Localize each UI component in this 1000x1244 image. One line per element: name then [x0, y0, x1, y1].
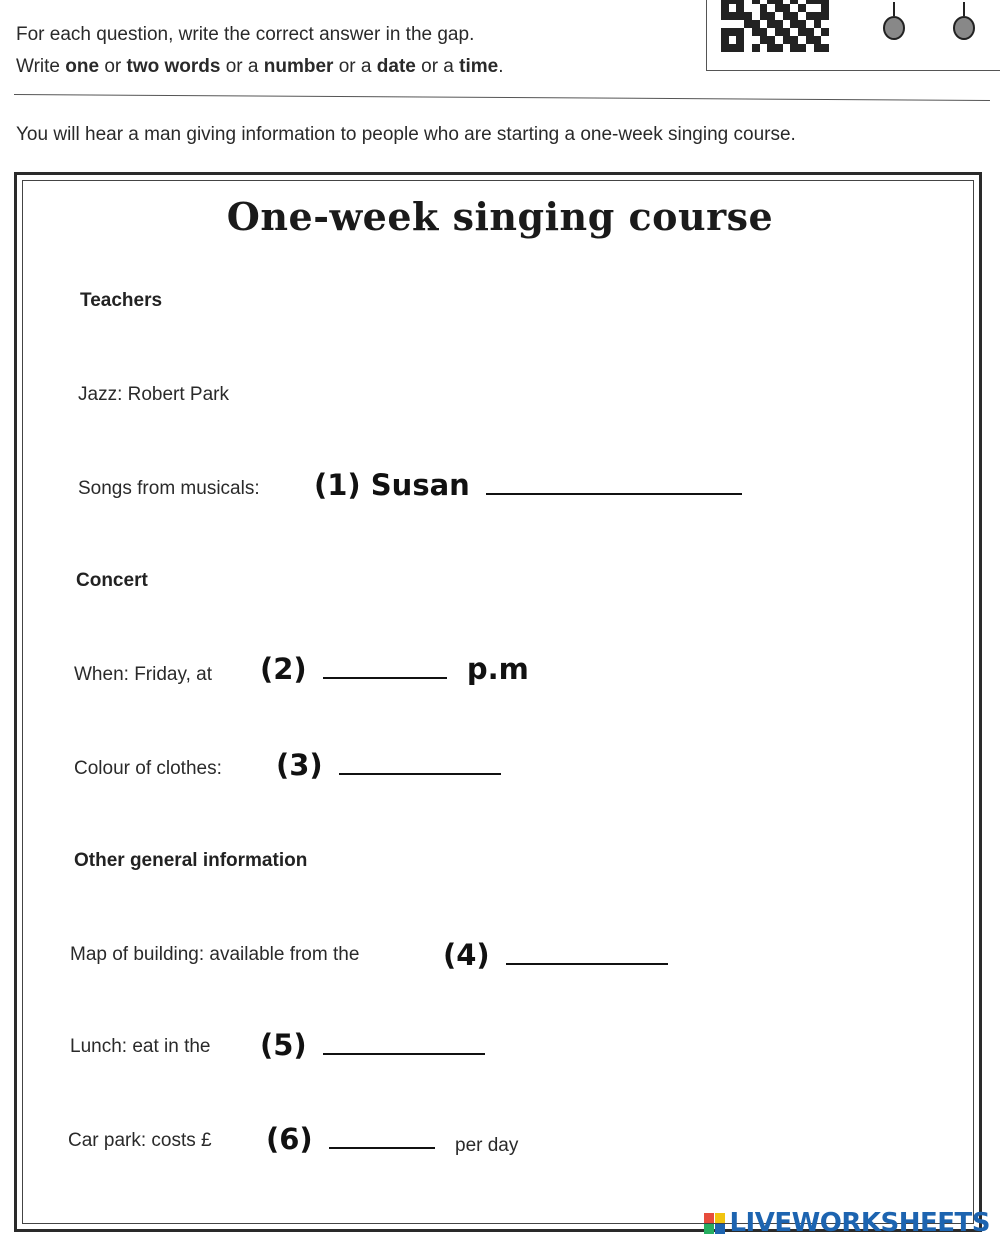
- instruction-line-2: [16, 56, 504, 78]
- heading-concert: Concert: [76, 570, 148, 591]
- question-6: [266, 1122, 435, 1156]
- instruction-text: or: [99, 56, 127, 77]
- question-3: [276, 748, 501, 782]
- answer-gap-5[interactable]: [323, 1052, 485, 1055]
- qr-code-icon: [721, 0, 829, 52]
- heading-teachers: Teachers: [80, 290, 163, 311]
- question-number: (1): [314, 468, 361, 502]
- instruction-emphasis: time: [459, 56, 499, 77]
- instruction-emphasis: one: [65, 56, 100, 77]
- instruction-text: or a: [415, 56, 460, 77]
- answer-prefix: Susan: [370, 468, 470, 502]
- instruction-emphasis: two words: [126, 56, 221, 77]
- instruction-emphasis: date: [376, 56, 416, 77]
- jazz-teacher: Jazz: Robert Park: [78, 384, 229, 405]
- liveworksheets-logo: [704, 1208, 990, 1238]
- answer-gap-3[interactable]: [339, 772, 501, 775]
- instruction-emphasis: number: [263, 56, 334, 77]
- answer-gap-6[interactable]: [329, 1146, 435, 1149]
- carpark-label: Car park: costs £: [68, 1130, 212, 1151]
- lunch-label: Lunch: eat in the: [70, 1036, 211, 1057]
- question-number: (2): [260, 652, 307, 686]
- page-title: One-week singing course: [226, 194, 774, 239]
- question-number: (5): [260, 1028, 307, 1062]
- question-5: [260, 1028, 485, 1062]
- logo-text: LIVEWORKSHEETS: [729, 1208, 990, 1238]
- logo-badge-icon: [704, 1213, 725, 1234]
- question-number: (6): [266, 1122, 313, 1156]
- intro-text: You will hear a man giving information to people who are starting a one-week singing course.: [16, 124, 796, 145]
- answer-gap-4[interactable]: [506, 962, 668, 965]
- divider: [14, 94, 990, 101]
- answer-gap-1[interactable]: [486, 492, 742, 495]
- earphone-icon: [949, 2, 979, 42]
- clothes-colour-label: Colour of clothes:: [74, 758, 222, 779]
- question-4: [443, 938, 668, 972]
- earphone-icon: [879, 2, 909, 42]
- instruction-line-1: For each question, write the correct answer in the gap.: [16, 24, 475, 45]
- carpark-suffix: per day: [455, 1135, 519, 1156]
- answer-suffix: p.m: [466, 652, 529, 686]
- musicals-label: Songs from musicals:: [78, 478, 260, 499]
- question-number: (3): [276, 748, 323, 782]
- instruction-text: Write: [16, 56, 66, 77]
- answer-gap-2[interactable]: [323, 676, 447, 679]
- instruction-text: or a: [333, 56, 377, 77]
- question-2: [260, 652, 529, 686]
- question-number: (4): [443, 938, 490, 972]
- instruction-text: or a: [220, 56, 264, 77]
- question-1: [314, 468, 742, 502]
- heading-general-info: Other general information: [74, 850, 308, 871]
- audio-box: [706, 0, 1000, 71]
- map-label: Map of building: available from the: [70, 944, 360, 965]
- concert-when-label: When: Friday, at: [74, 664, 212, 685]
- instruction-text: .: [498, 56, 504, 77]
- worksheet-frame-inner: [22, 180, 974, 1224]
